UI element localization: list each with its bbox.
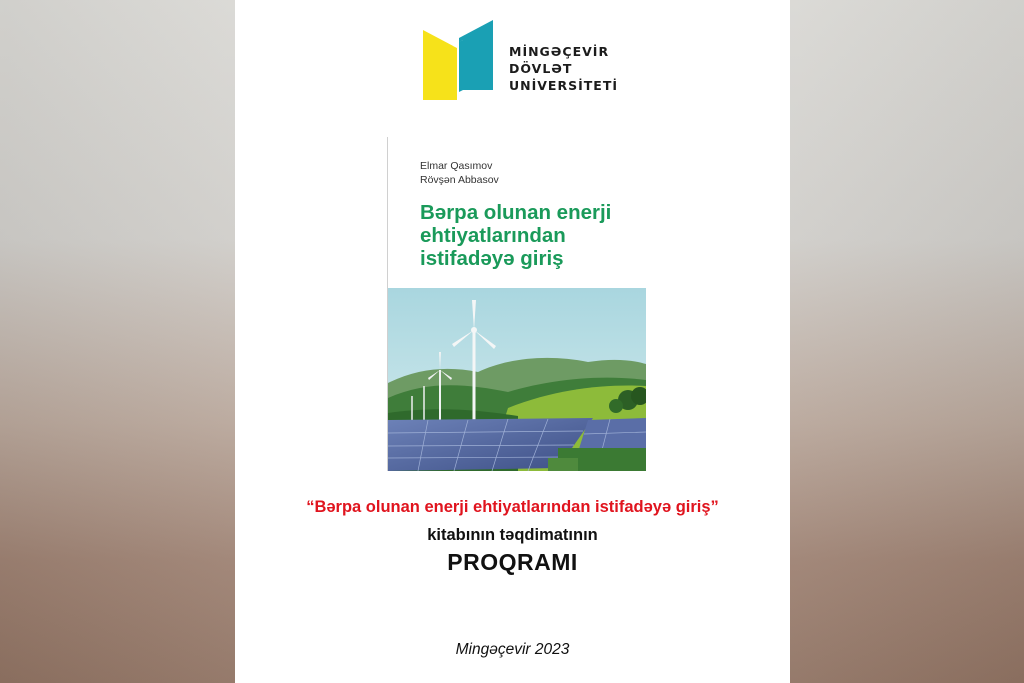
background-right <box>790 0 1024 683</box>
cover-title <box>420 201 640 270</box>
cover-title-line-2: ehtiyatlarından <box>420 224 566 247</box>
cover-title-line-1: Bərpa olunan enerji <box>420 201 612 224</box>
university-logo-icon <box>423 20 495 100</box>
document-footer: Mingəçevir 2023 <box>455 641 570 658</box>
cover-title-line-3: istifadəyə giriş <box>420 247 564 270</box>
cover-authors <box>420 159 499 187</box>
document-quoted-title: “Bərpa olunan enerji ehtiyatlarından istifadəyə giriş” <box>306 498 719 516</box>
background-left <box>0 0 235 683</box>
university-name-line-2: DÖVLƏT <box>509 61 573 76</box>
book-cover <box>387 137 646 471</box>
cover-author-1: Elmar Qasımov <box>420 160 493 172</box>
university-name-line-1: MİNGƏÇEVİR <box>509 44 610 59</box>
document-subtitle: kitabının təqdimatının <box>427 526 598 544</box>
document-heading: PROQRAMI <box>447 549 578 575</box>
cover-author-2: Rövşən Abbasov <box>420 174 499 186</box>
university-name <box>509 43 618 94</box>
university-name-line-3: UNİVERSİTETİ <box>509 78 618 93</box>
university-logo <box>423 20 618 100</box>
document-page <box>235 0 790 683</box>
wind-turbines-solar-panels-image <box>388 288 646 471</box>
